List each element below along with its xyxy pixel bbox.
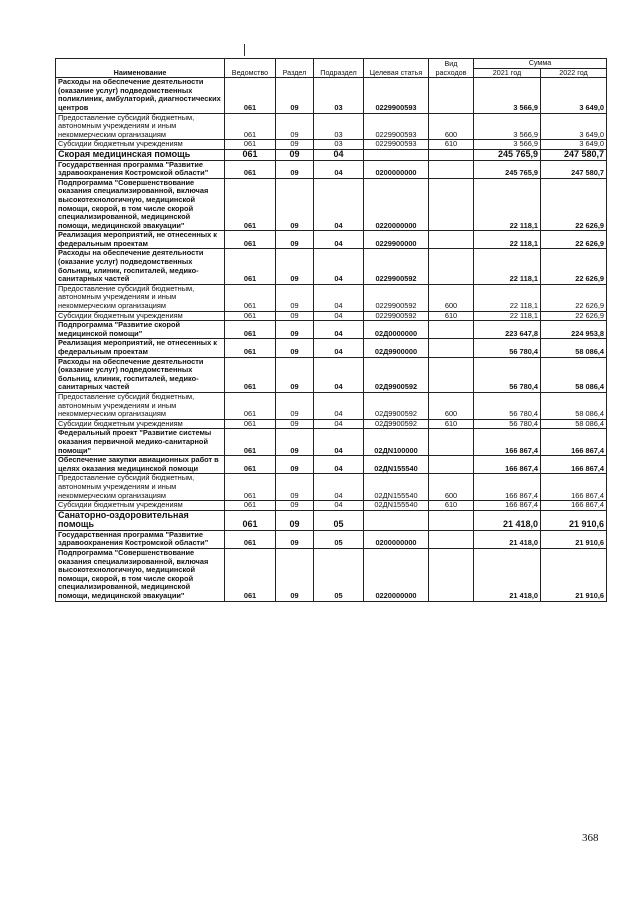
row-dept: 061 <box>225 474 276 501</box>
row-sum-2022: 58 086,4 <box>541 392 607 419</box>
row-section: 09 <box>276 140 314 150</box>
row-dept: 061 <box>225 357 276 392</box>
row-sum-2021: 245 765,9 <box>474 160 541 178</box>
row-subsection: 04 <box>314 419 364 429</box>
row-dept: 061 <box>225 149 276 160</box>
row-expense-type: 610 <box>429 501 474 511</box>
row-sum-2021: 245 765,9 <box>474 149 541 160</box>
table-row <box>56 392 607 419</box>
row-name: Субсидии бюджетным учреждениям <box>56 419 225 429</box>
row-expense-type <box>429 249 474 284</box>
row-name: Государственная программа "Развитие здравоохранения Костромской области" <box>56 160 225 178</box>
row-sum-2022: 21 910,6 <box>541 510 607 530</box>
row-subsection: 04 <box>314 357 364 392</box>
row-section: 09 <box>276 392 314 419</box>
row-dept: 061 <box>225 284 276 311</box>
header-section: Раздел <box>276 59 314 78</box>
row-dept: 061 <box>225 339 276 357</box>
table-row <box>56 474 607 501</box>
row-name: Предоставление субсидий бюджетным, автономным учреждениям и иным некоммерческим организациям <box>56 474 225 501</box>
header-year-2022: 2022 год <box>541 68 607 78</box>
row-section: 09 <box>276 78 314 113</box>
row-name: Государственная программа "Развитие здравоохранения Костромской области" <box>56 530 225 548</box>
row-expense-type <box>429 357 474 392</box>
row-subsection: 03 <box>314 78 364 113</box>
table-row <box>56 149 607 160</box>
row-section: 09 <box>276 501 314 511</box>
table-row <box>56 178 607 231</box>
row-target: 02ДN155540 <box>364 456 429 474</box>
row-target: 02ДN100000 <box>364 429 429 456</box>
row-sum-2022: 247 580,7 <box>541 160 607 178</box>
table-row <box>56 113 607 140</box>
row-name: Подпрограмма "Совершенствование оказания специализированной, включая высокотехнологичную, медицинской помощи, скорой, в том числе скорой специализированной, медицинской помощи, медицинской эвакуации" <box>56 178 225 231</box>
row-subsection: 04 <box>314 321 364 339</box>
row-sum-2021: 3 566,9 <box>474 113 541 140</box>
row-sum-2021: 22 118,1 <box>474 231 541 249</box>
row-expense-type <box>429 530 474 548</box>
row-section: 09 <box>276 284 314 311</box>
row-section: 09 <box>276 474 314 501</box>
row-section: 09 <box>276 149 314 160</box>
row-target: 02Д9900000 <box>364 339 429 357</box>
table-row <box>56 78 607 113</box>
table-row <box>56 530 607 548</box>
row-sum-2021: 56 780,4 <box>474 357 541 392</box>
row-sum-2022: 22 626,9 <box>541 231 607 249</box>
row-sum-2022: 58 086,4 <box>541 357 607 392</box>
row-sum-2021: 22 118,1 <box>474 178 541 231</box>
row-dept: 061 <box>225 178 276 231</box>
row-name: Расходы на обеспечение деятельности (оказание услуг) подведомственных больниц, клиник, госпиталей, медико-санитарных частей <box>56 249 225 284</box>
row-sum-2022: 3 649,0 <box>541 113 607 140</box>
row-target: 02ДN155540 <box>364 501 429 511</box>
header-name: Наименование <box>56 59 225 78</box>
row-dept: 061 <box>225 501 276 511</box>
row-dept: 061 <box>225 231 276 249</box>
row-subsection: 03 <box>314 113 364 140</box>
row-subsection: 04 <box>314 311 364 321</box>
row-target: 0229900593 <box>364 78 429 113</box>
row-target: 0229900592 <box>364 311 429 321</box>
row-subsection: 04 <box>314 501 364 511</box>
row-sum-2021: 21 418,0 <box>474 530 541 548</box>
row-name: Подпрограмма "Совершенствование оказания специализированной, включая высокотехнологичную, медицинской помощи, скорой, в том числе скорой специализированной, медицинской помощи, медицинской эвакуации" <box>56 549 225 602</box>
row-sum-2021: 166 867,4 <box>474 429 541 456</box>
row-target: 02Д9900592 <box>364 419 429 429</box>
row-expense-type: 600 <box>429 474 474 501</box>
row-dept: 061 <box>225 113 276 140</box>
header-dept: Ведомство <box>225 59 276 78</box>
table-row <box>56 339 607 357</box>
row-name: Субсидии бюджетным учреждениям <box>56 501 225 511</box>
row-expense-type <box>429 149 474 160</box>
row-sum-2021: 22 118,1 <box>474 249 541 284</box>
row-target: 0229900592 <box>364 249 429 284</box>
row-subsection: 05 <box>314 549 364 602</box>
table-row <box>56 284 607 311</box>
row-name: Расходы на обеспечение деятельности (оказание услуг) подведомственных поликлиник, амбулаторий, диагностических центров <box>56 78 225 113</box>
row-section: 09 <box>276 549 314 602</box>
row-dept: 061 <box>225 140 276 150</box>
row-sum-2022: 166 867,4 <box>541 429 607 456</box>
row-name: Федеральный проект "Развитие системы оказания первичной медико-санитарной помощи" <box>56 429 225 456</box>
row-subsection: 04 <box>314 284 364 311</box>
row-expense-type <box>429 160 474 178</box>
table-row <box>56 357 607 392</box>
margin-mark <box>244 44 245 56</box>
row-section: 09 <box>276 510 314 530</box>
row-target: 02Д0000000 <box>364 321 429 339</box>
row-section: 09 <box>276 419 314 429</box>
table-row <box>56 510 607 530</box>
row-expense-type: 610 <box>429 311 474 321</box>
row-sum-2022: 58 086,4 <box>541 339 607 357</box>
row-expense-type: 610 <box>429 419 474 429</box>
row-section: 09 <box>276 231 314 249</box>
header-year-2021: 2021 год <box>474 68 541 78</box>
row-sum-2021: 56 780,4 <box>474 339 541 357</box>
page-number: 368 <box>582 832 599 844</box>
row-sum-2022: 22 626,9 <box>541 311 607 321</box>
row-target <box>364 510 429 530</box>
row-section: 09 <box>276 178 314 231</box>
row-dept: 061 <box>225 456 276 474</box>
row-section: 09 <box>276 357 314 392</box>
row-sum-2021: 22 118,1 <box>474 284 541 311</box>
row-expense-type: 610 <box>429 140 474 150</box>
table-body <box>56 78 607 601</box>
row-target <box>364 149 429 160</box>
row-section: 09 <box>276 530 314 548</box>
row-section: 09 <box>276 339 314 357</box>
row-name: Скорая медицинская помощь <box>56 149 225 160</box>
row-name: Реализация мероприятий, не отнесенных к федеральным проектам <box>56 231 225 249</box>
table-row <box>56 140 607 150</box>
row-target: 0220000000 <box>364 549 429 602</box>
row-subsection: 04 <box>314 429 364 456</box>
row-subsection: 05 <box>314 530 364 548</box>
row-target: 0229900000 <box>364 231 429 249</box>
row-name: Санаторно-оздоровительная помощь <box>56 510 225 530</box>
row-expense-type <box>429 549 474 602</box>
row-expense-type: 600 <box>429 284 474 311</box>
row-dept: 061 <box>225 549 276 602</box>
header-sum: Сумма <box>474 59 607 69</box>
table-row <box>56 231 607 249</box>
row-name: Расходы на обеспечение деятельности (оказание услуг) подведомственных больниц, клиник, госпиталей, медико-санитарных частей <box>56 357 225 392</box>
row-subsection: 04 <box>314 474 364 501</box>
row-section: 09 <box>276 429 314 456</box>
row-subsection: 04 <box>314 178 364 231</box>
row-target: 02ДN155540 <box>364 474 429 501</box>
row-sum-2022: 166 867,4 <box>541 501 607 511</box>
row-subsection: 04 <box>314 249 364 284</box>
row-sum-2022: 224 953,8 <box>541 321 607 339</box>
row-expense-type <box>429 510 474 530</box>
row-target: 02Д9900592 <box>364 392 429 419</box>
row-subsection: 04 <box>314 456 364 474</box>
row-dept: 061 <box>225 311 276 321</box>
row-target: 0229900593 <box>364 140 429 150</box>
row-expense-type <box>429 231 474 249</box>
row-subsection: 04 <box>314 392 364 419</box>
row-sum-2021: 22 118,1 <box>474 311 541 321</box>
row-sum-2022: 166 867,4 <box>541 456 607 474</box>
row-dept: 061 <box>225 321 276 339</box>
row-dept: 061 <box>225 510 276 530</box>
row-expense-type <box>429 321 474 339</box>
row-sum-2022: 21 910,6 <box>541 549 607 602</box>
row-subsection: 05 <box>314 510 364 530</box>
table-row <box>56 311 607 321</box>
header-subsection: Подраздел <box>314 59 364 78</box>
row-dept: 061 <box>225 160 276 178</box>
row-expense-type <box>429 178 474 231</box>
row-subsection: 04 <box>314 231 364 249</box>
row-expense-type <box>429 78 474 113</box>
row-target: 0229900592 <box>364 284 429 311</box>
row-sum-2022: 166 867,4 <box>541 474 607 501</box>
row-expense-type: 600 <box>429 113 474 140</box>
row-expense-type <box>429 456 474 474</box>
header-target: Целевая статья <box>364 59 429 78</box>
row-name: Предоставление субсидий бюджетным, автономным учреждениям и иным некоммерческим организациям <box>56 113 225 140</box>
row-sum-2021: 21 418,0 <box>474 549 541 602</box>
row-subsection: 04 <box>314 339 364 357</box>
row-target: 02Д9900592 <box>364 357 429 392</box>
table-row <box>56 549 607 602</box>
table-row <box>56 249 607 284</box>
row-subsection: 04 <box>314 160 364 178</box>
row-dept: 061 <box>225 419 276 429</box>
row-subsection: 03 <box>314 140 364 150</box>
row-target: 0229900593 <box>364 113 429 140</box>
row-name: Субсидии бюджетным учреждениям <box>56 140 225 150</box>
row-target: 0200000000 <box>364 530 429 548</box>
row-sum-2021: 3 566,9 <box>474 140 541 150</box>
row-sum-2021: 21 418,0 <box>474 510 541 530</box>
row-expense-type <box>429 339 474 357</box>
row-dept: 061 <box>225 249 276 284</box>
row-name: Обеспечение закупки авиационных работ в целях оказания медицинской помощи <box>56 456 225 474</box>
row-name: Подпрограмма "Развитие скорой медицинской помощи" <box>56 321 225 339</box>
row-sum-2021: 56 780,4 <box>474 419 541 429</box>
row-sum-2022: 22 626,9 <box>541 284 607 311</box>
row-section: 09 <box>276 113 314 140</box>
row-section: 09 <box>276 311 314 321</box>
table-row <box>56 456 607 474</box>
table-row <box>56 429 607 456</box>
row-section: 09 <box>276 160 314 178</box>
row-sum-2021: 166 867,4 <box>474 456 541 474</box>
table-row <box>56 321 607 339</box>
table-row <box>56 160 607 178</box>
budget-table <box>55 58 607 602</box>
table-row <box>56 419 607 429</box>
row-sum-2021: 3 566,9 <box>474 78 541 113</box>
row-name: Предоставление субсидий бюджетным, автономным учреждениям и иным некоммерческим организациям <box>56 284 225 311</box>
row-sum-2022: 247 580,7 <box>541 149 607 160</box>
row-sum-2021: 166 867,4 <box>474 501 541 511</box>
row-sum-2022: 58 086,4 <box>541 419 607 429</box>
header-expense-type: Вид расходов <box>429 59 474 78</box>
row-target: 0200000000 <box>364 160 429 178</box>
row-sum-2022: 22 626,9 <box>541 178 607 231</box>
row-dept: 061 <box>225 78 276 113</box>
row-sum-2021: 223 647,8 <box>474 321 541 339</box>
row-target: 0220000000 <box>364 178 429 231</box>
row-expense-type <box>429 429 474 456</box>
row-dept: 061 <box>225 392 276 419</box>
row-dept: 061 <box>225 429 276 456</box>
row-sum-2021: 56 780,4 <box>474 392 541 419</box>
row-sum-2022: 21 910,6 <box>541 530 607 548</box>
row-subsection: 04 <box>314 149 364 160</box>
row-name: Предоставление субсидий бюджетным, автономным учреждениям и иным некоммерческим организациям <box>56 392 225 419</box>
row-sum-2022: 3 649,0 <box>541 140 607 150</box>
row-section: 09 <box>276 456 314 474</box>
row-dept: 061 <box>225 530 276 548</box>
row-sum-2021: 166 867,4 <box>474 474 541 501</box>
row-name: Реализация мероприятий, не отнесенных к федеральным проектам <box>56 339 225 357</box>
row-expense-type: 600 <box>429 392 474 419</box>
row-section: 09 <box>276 249 314 284</box>
row-section: 09 <box>276 321 314 339</box>
table-row <box>56 501 607 511</box>
row-name: Субсидии бюджетным учреждениям <box>56 311 225 321</box>
row-sum-2022: 22 626,9 <box>541 249 607 284</box>
row-sum-2022: 3 649,0 <box>541 78 607 113</box>
